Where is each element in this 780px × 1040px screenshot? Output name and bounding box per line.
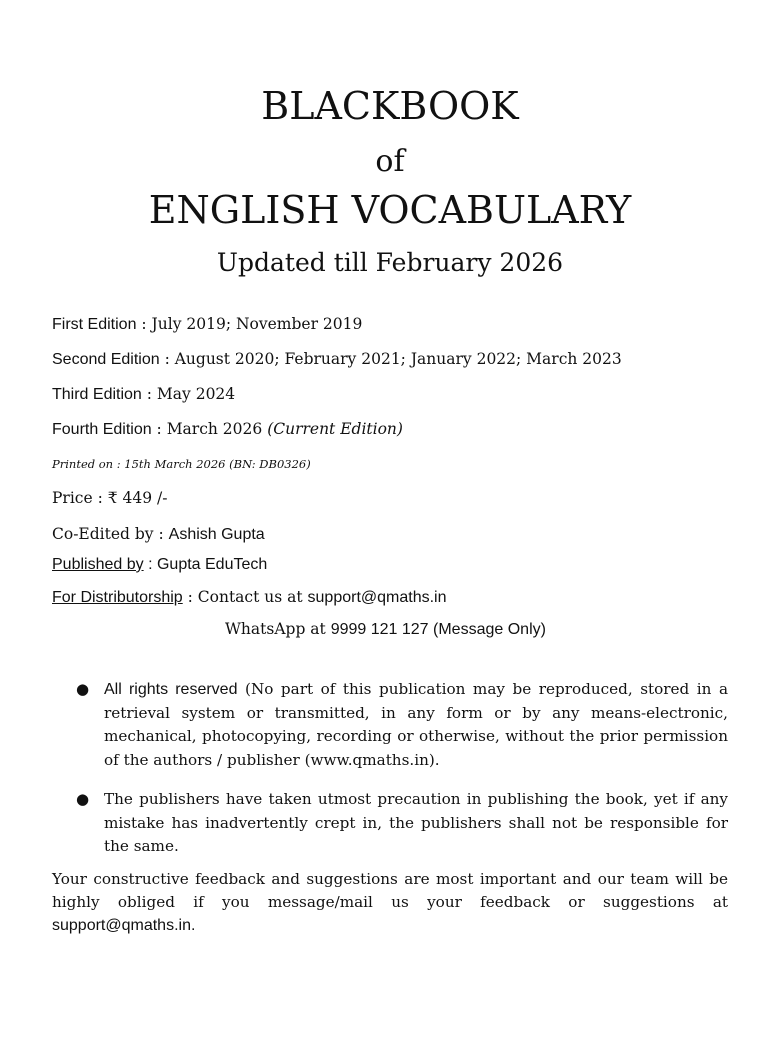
fourth-edition-row (52, 418, 403, 441)
whatsapp-row (225, 618, 546, 641)
fourth-edition-label: Fourth Edition (52, 421, 152, 438)
feedback-paragraph (52, 868, 728, 937)
separator: : (143, 556, 157, 573)
support-email-link[interactable]: support@qmaths.in (307, 589, 447, 606)
book-title-line3: ENGLISH VOCABULARY (148, 188, 632, 232)
third-edition-label: Third Edition (52, 386, 142, 403)
contact-prefix: Contact us at (197, 588, 308, 606)
separator: : (141, 385, 157, 403)
co-editor-name: Ashish Gupta (168, 526, 265, 543)
bullet-icon: ● (76, 790, 90, 808)
distributorship-row (52, 586, 447, 609)
whatsapp-prefix: WhatsApp at (225, 620, 331, 638)
feedback-email-link[interactable]: support@qmaths.in. (52, 917, 196, 934)
first-edition-row (52, 313, 362, 336)
separator: : (151, 420, 167, 438)
bullet-icon: ● (76, 680, 90, 698)
price-value: ₹ 449 /- (107, 489, 168, 507)
second-edition-label: Second Edition (52, 351, 160, 368)
co-edited-label: Co-Edited by : (52, 525, 169, 543)
co-edited-row (52, 523, 265, 546)
precaution-text: The publishers have taken utmost precaution in publishing the book, yet if any mistake has inadvertently crept in, the publishers shall not be responsible for the same. (104, 790, 728, 855)
first-edition-label: First Edition (52, 316, 137, 333)
printed-on-line: Printed on : 15th March 2026 (BN: DB0326) (52, 457, 311, 471)
feedback-text: Your constructive feedback and suggestions are most important and our team will be highly obliged if you message/mail us your feedback or suggestions at (52, 870, 728, 911)
published-by-label: Published by (52, 556, 144, 573)
rights-text: (No part of this publication may be reproduced, stored in a retrieval system or transmitted, in any form or by any means-electronic, mechanical, photocopying, recording or otherwise, without the prior permission of the authors / publisher (www.qmaths.in). (104, 680, 728, 769)
price-row (52, 487, 168, 509)
book-title-line1: BLACKBOOK (261, 84, 519, 128)
separator: : (159, 350, 175, 368)
distributorship-label: For Distributorship (52, 589, 183, 606)
whatsapp-number: 9999 121 127 (Message Only) (330, 621, 546, 638)
notice-list (52, 678, 728, 859)
rights-heading: All rights reserved (104, 681, 238, 698)
publisher-name: Gupta EduTech (156, 556, 268, 573)
updated-note: Updated till February 2026 (216, 248, 564, 277)
fourth-edition-value: March 2026 (166, 420, 263, 438)
current-edition-note: (Current Edition) (267, 420, 403, 438)
third-edition-row (52, 383, 235, 406)
book-title-line2: of (375, 144, 405, 179)
published-by-row (52, 554, 267, 576)
second-edition-row (52, 348, 622, 371)
second-edition-value: August 2020; February 2021; January 2022; March 2023 (174, 350, 622, 368)
precaution-notice (52, 788, 728, 859)
rights-notice (52, 678, 728, 772)
separator: : (136, 315, 152, 333)
first-edition-value: July 2019; November 2019 (151, 315, 363, 333)
third-edition-value: May 2024 (156, 385, 236, 403)
price-label: Price : (52, 489, 108, 507)
separator: : (182, 588, 198, 606)
